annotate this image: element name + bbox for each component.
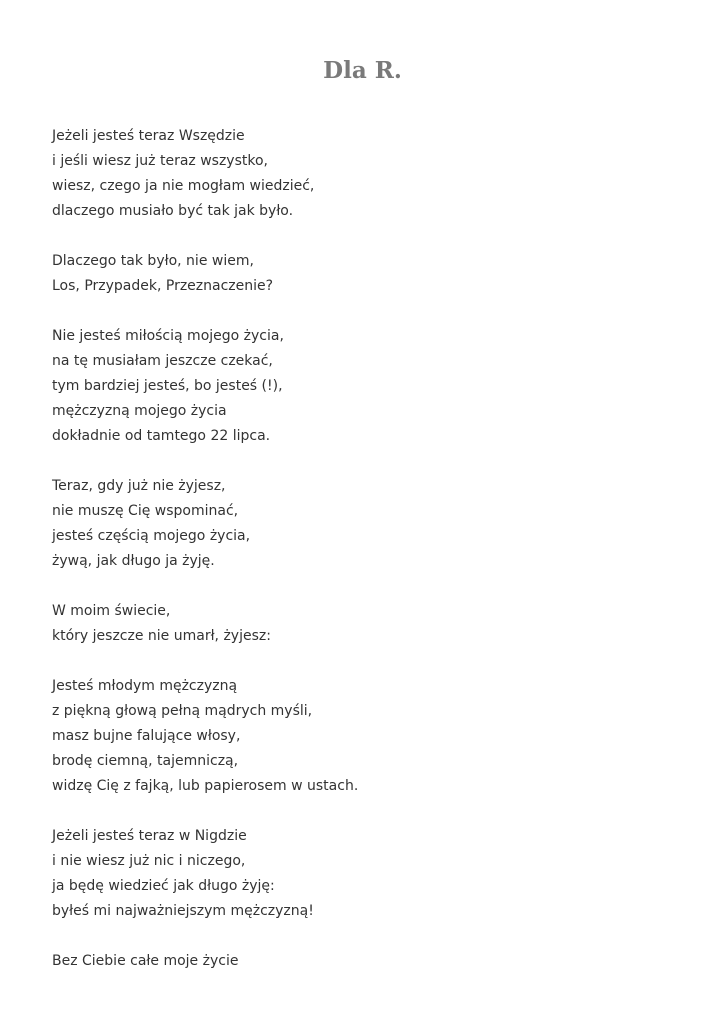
poem-title: Dla R.: [323, 57, 402, 84]
poem-stanza: [52, 249, 692, 299]
poem-stanza: [52, 824, 692, 924]
poem-line: z piękną głową pełną mądrych myśli,: [52, 703, 313, 719]
poem-line: masz bujne falujące włosy,: [52, 728, 241, 744]
poem-line: i jeśli wiesz już teraz wszystko,: [52, 153, 268, 169]
poem-line: na tę musiałam jeszcze czekać,: [52, 353, 273, 369]
poem-stanza: [52, 949, 692, 974]
poem-line: widzę Cię z fajką, lub papierosem w ustach.: [52, 778, 359, 794]
poem-line: dokładnie od tamtego 22 lipca.: [52, 428, 271, 444]
poem-stanza: [52, 674, 692, 799]
poem-stanza: [52, 474, 692, 574]
poem-line: żywą, jak długo ja żyję.: [52, 553, 215, 569]
poem-line: W moim świecie,: [52, 603, 171, 619]
poem-line: Jesteś młodym mężczyzną: [52, 678, 238, 694]
poem-line: Jeżeli jesteś teraz w Nigdzie: [52, 828, 247, 844]
poem-line: który jeszcze nie umarł, żyjesz:: [52, 628, 271, 644]
poem-stanza: [52, 324, 692, 449]
poem-line: ja będę wiedzieć jak długo żyję:: [52, 878, 275, 894]
poem-line: Dlaczego tak było, nie wiem,: [52, 253, 254, 269]
poem-line: wiesz, czego ja nie mogłam wiedzieć,: [52, 178, 315, 194]
poem-line: jesteś częścią mojego życia,: [52, 528, 251, 544]
poem-line: nie muszę Cię wspominać,: [52, 503, 239, 519]
poem-body: [52, 124, 692, 999]
poem-stanza: [52, 124, 692, 224]
poem-line: i nie wiesz już nic i niczego,: [52, 853, 246, 869]
poem-line: byłeś mi najważniejszym mężczyzną!: [52, 903, 314, 919]
poem-line: Bez Ciebie całe moje życie: [52, 953, 239, 969]
poem-line: mężczyzną mojego życia: [52, 403, 227, 419]
poem-line: Nie jesteś miłością mojego życia,: [52, 328, 284, 344]
poem-line: Los, Przypadek, Przeznaczenie?: [52, 278, 274, 294]
poem-line: tym bardziej jesteś, bo jesteś (!),: [52, 378, 283, 394]
poem-line: Jeżeli jesteś teraz Wszędzie: [52, 128, 245, 144]
poem-line: brodę ciemną, tajemniczą,: [52, 753, 239, 769]
poem-line: dlaczego musiało być tak jak było.: [52, 203, 294, 219]
poem-line: Teraz, gdy już nie żyjesz,: [52, 478, 226, 494]
poem-stanza: [52, 599, 692, 649]
